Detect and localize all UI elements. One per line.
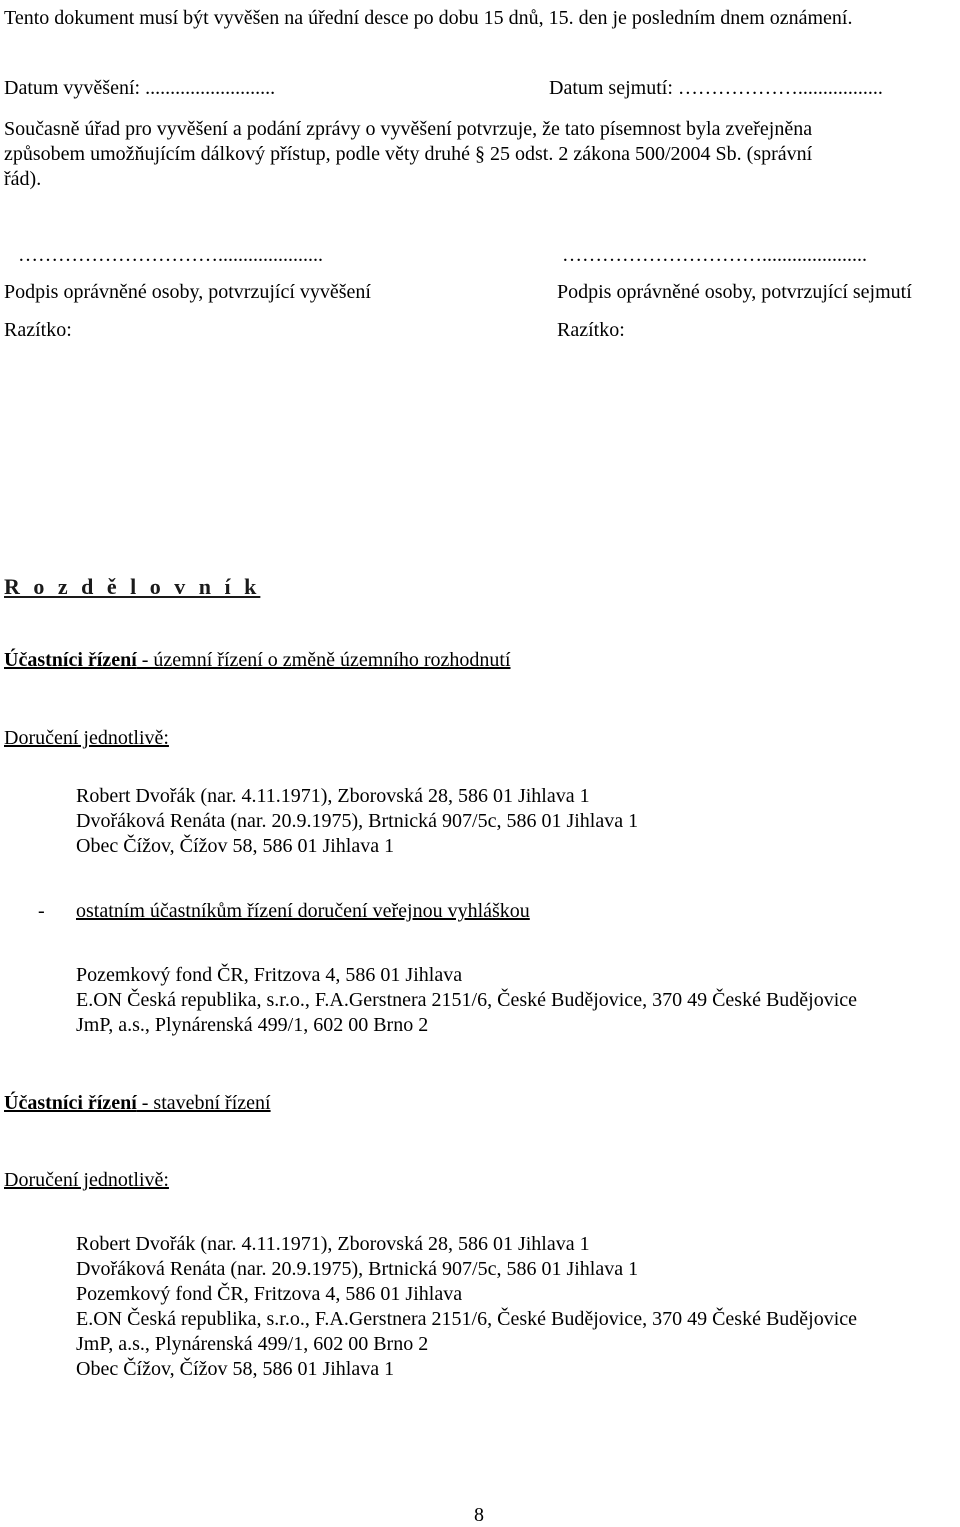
list-item: Robert Dvořák (nar. 4.11.1971), Zborovská 28, 586 01 Jihlava 1 xyxy=(76,1233,590,1255)
stamp-label-left: Razítko: xyxy=(4,319,72,341)
section2-individual-label: Doručení jednotlivě: xyxy=(4,1169,169,1191)
section2-heading-label: Účastníci řízení xyxy=(4,1092,137,1114)
section1-heading-rest: - územní řízení o změně územního rozhodnutí xyxy=(136,649,511,671)
list-item: Dvořáková Renáta (nar. 20.9.1975), Brtnická 907/5c, 586 01 Jihlava 1 xyxy=(76,810,639,832)
list-item: Obec Čížov, Čížov 58, 586 01 Jihlava 1 xyxy=(76,1358,395,1380)
section2-heading-rest: - stavební řízení xyxy=(136,1092,271,1114)
public-notice-dash: - xyxy=(38,900,45,922)
section1-public-list xyxy=(76,963,857,1038)
page-number: 8 xyxy=(474,1504,484,1526)
section2-heading xyxy=(4,1091,271,1115)
signature-label-left: Podpis oprávněné osoby, potvrzující vyvěšení xyxy=(4,281,371,303)
section2-individual-list xyxy=(76,1232,857,1382)
list-item: Pozemkový fond ČR, Fritzova 4, 586 01 Jihlava xyxy=(76,1283,463,1305)
section1-heading-label: Účastníci řízení xyxy=(4,649,137,671)
section1-heading xyxy=(4,648,511,672)
section1-individual-label: Doručení jednotlivě: xyxy=(4,727,169,749)
signature-label-right: Podpis oprávněné osoby, potvrzující sejmutí xyxy=(557,281,912,303)
section1-individual-list xyxy=(76,784,638,859)
electronic-posting-line-1: Současně úřad pro vyvěšení a podání zprávy o vyvěšení potvrzuje, že tato písemnost byla zveřejněna xyxy=(4,118,813,140)
signature-line-left: …………………………..................... xyxy=(18,244,323,266)
list-item: Dvořáková Renáta (nar. 20.9.1975), Brtnická 907/5c, 586 01 Jihlava 1 xyxy=(76,1258,639,1280)
posting-notice: Tento dokument musí být vyvěšen na úřední desce po dobu 15 dnů, 15. den je posledním dnem oznámení. xyxy=(4,7,853,29)
electronic-posting-line-2: způsobem umožňujícím dálkový přístup, podle věty druhé § 25 odst. 2 zákona 500/2004 Sb. (správní xyxy=(4,143,813,165)
distribution-title: R o z d ě l o v n í k xyxy=(4,574,261,599)
list-item: E.ON Česká republika, s.r.o., F.A.Gerstnera 2151/6, České Budějovice, 370 49 České Budějovice xyxy=(76,989,858,1011)
list-item: Obec Čížov, Čížov 58, 586 01 Jihlava 1 xyxy=(76,835,395,857)
list-item: JmP, a.s., Plynárenská 499/1, 602 00 Brno 2 xyxy=(76,1014,429,1036)
list-item: E.ON Česká republika, s.r.o., F.A.Gerstnera 2151/6, České Budějovice, 370 49 České Budějovice xyxy=(76,1308,858,1330)
date-removed-field: Datum sejmutí: ………………................. xyxy=(549,77,883,99)
list-item: Pozemkový fond ČR, Fritzova 4, 586 01 Jihlava xyxy=(76,964,463,986)
public-notice-label: ostatním účastníkům řízení doručení veřejnou vyhláškou xyxy=(76,900,530,922)
signature-line-right: …………………………..................... xyxy=(562,244,867,266)
electronic-posting-line-3: řád). xyxy=(4,168,42,190)
stamp-label-right: Razítko: xyxy=(557,319,625,341)
list-item: Robert Dvořák (nar. 4.11.1971), Zborovská 28, 586 01 Jihlava 1 xyxy=(76,785,590,807)
list-item: JmP, a.s., Plynárenská 499/1, 602 00 Brno 2 xyxy=(76,1333,429,1355)
date-posted-field: Datum vyvěšení: .......................... xyxy=(4,77,276,99)
